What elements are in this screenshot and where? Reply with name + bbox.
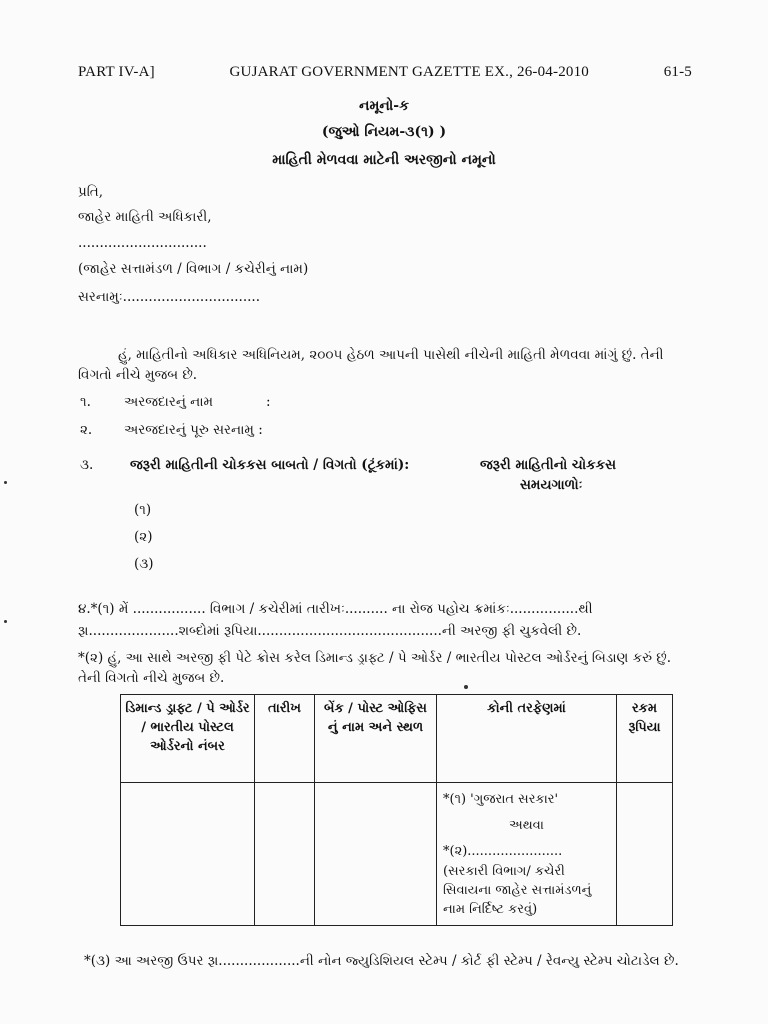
scan-dot (4, 481, 7, 484)
bank-cell (315, 783, 437, 926)
authority-blank: .............................. (78, 235, 207, 251)
col-header-bank: બેંક / પોસ્ટ ઓફિસ નું નામ અને સ્થળ (315, 695, 437, 783)
favour-option-2: *(૨)....................... (443, 844, 563, 859)
col-header-dd-number: ડિમાન્ડ ડ્રાફ્ટ / પે ઓર્ડર / ભારતીય પોસ્ટલ ઓર્ડરનો નંબર (121, 695, 255, 783)
gazette-title: GUJARAT GOVERNMENT GAZETTE EX., 26-04-2010 (229, 64, 590, 80)
sub-item: (૨) (134, 529, 153, 545)
fee-paid-line-1: ૪.*(૧) મેં ................. વિભાગ / કચેરીમાં તારીખઃ.......... ના રોજ પહોચ ક્રમાંકઃ................થી (78, 601, 593, 617)
scan-dot (4, 620, 7, 623)
info-details-label: જરૂરી માહિતીની ચોકકસ બાબતો / વિગતો (ટૂંકમાં): (130, 457, 410, 473)
col-header-amount: રકમ રૂપિયા (617, 695, 673, 783)
favour-option-1: *(૧) 'ગુજરાત સરકાર' (443, 792, 559, 807)
applicant-name-colon: : (266, 394, 271, 410)
prati-label: પ્રતિ, (78, 184, 104, 200)
info-period-label: જરૂરી માહિતીનો ચોકકસ (480, 457, 617, 473)
table-header-row (121, 695, 673, 783)
date-cell (255, 783, 315, 926)
form-heading: માહિતી મેળવવા માટેની અરજીનો નમૂનો (272, 152, 496, 168)
authority-label: (જાહેર સત્તામંડળ / વિભાગ / કચેરીનું નામ) (78, 261, 309, 277)
sub-item: (૧) (134, 502, 152, 518)
page-number: 61-5 (663, 64, 692, 80)
part-label: PART IV-A] (78, 64, 155, 80)
gazette-header (78, 64, 692, 81)
item-number: ૩. (80, 457, 94, 473)
amount-cell (617, 783, 673, 926)
applicant-name-label: અરજદારનું નામ (124, 394, 214, 410)
item-number: ૨. (80, 422, 93, 438)
stamp-line: *(૩) આ અરજી ઉપર રૂા...................ની નોન જ્યુડિશિયલ સ્ટેમ્પ / કોર્ટ ફી સ્ટેમ્પ / રેવન્યુ સ્ટેમ્પ ચોટાડેલ છે. (84, 953, 679, 969)
info-period-label-2: સમયગાળોઃ (520, 477, 583, 493)
form-title: નમૂનો-ક (359, 98, 409, 114)
address-line: સરનામુઃ................................ (78, 289, 261, 305)
favour-note: (સરકારી વિભાગ/ કચેરી સિવાયના જાહેર સત્તામંડળનું નામ નિર્દિષ્ટ કરવું) (443, 864, 592, 917)
sub-item: (૩) (134, 556, 154, 572)
fee-enclosed-paragraph: *(૨) હું, આ સાથે અરજી ફી પેટે ક્રોસ કરેલ ડિમાન્ડ ડ્રાફ્ટ / પે ઓર્ડર / ભારતીય પોસ્ટલ ઓર્ડરનું બિડાણ કરું છું. તેની વિગતો નીચે મુજબ છે. (78, 650, 672, 686)
rule-reference: (જુઓ નિયમ-૩(૧) ) (321, 124, 447, 140)
intro-paragraph: હું, માહિતીનો અધિકાર અધિનિયમ, ૨૦૦૫ હેઠળ આપની પાસેથી નીચેની માહિતી મેળવવા માંગું છું. તેની વિગતો નીચે મુજબ છે. (78, 347, 664, 383)
scan-dot (464, 685, 468, 689)
table-row (121, 783, 673, 926)
applicant-address-label: અરજદારનું પૂરુ સરનામુ : (124, 422, 263, 438)
fee-paid-line-2: રૂા.....................શબ્દોમાં રૂપિયા...........................................ની અરજી ફી ચુકવેલી છે. (78, 623, 582, 639)
officer-label: જાહેર માહિતી અધિકારી, (78, 209, 212, 225)
favour-or: અથવા (509, 818, 544, 833)
item-number: ૧. (80, 394, 91, 410)
col-header-date: તારીખ (255, 695, 315, 783)
favour-cell (437, 783, 617, 926)
dd-number-cell (121, 783, 255, 926)
col-header-favour: કોની તરફેણમાં (437, 695, 617, 783)
fee-details-table (120, 694, 673, 926)
